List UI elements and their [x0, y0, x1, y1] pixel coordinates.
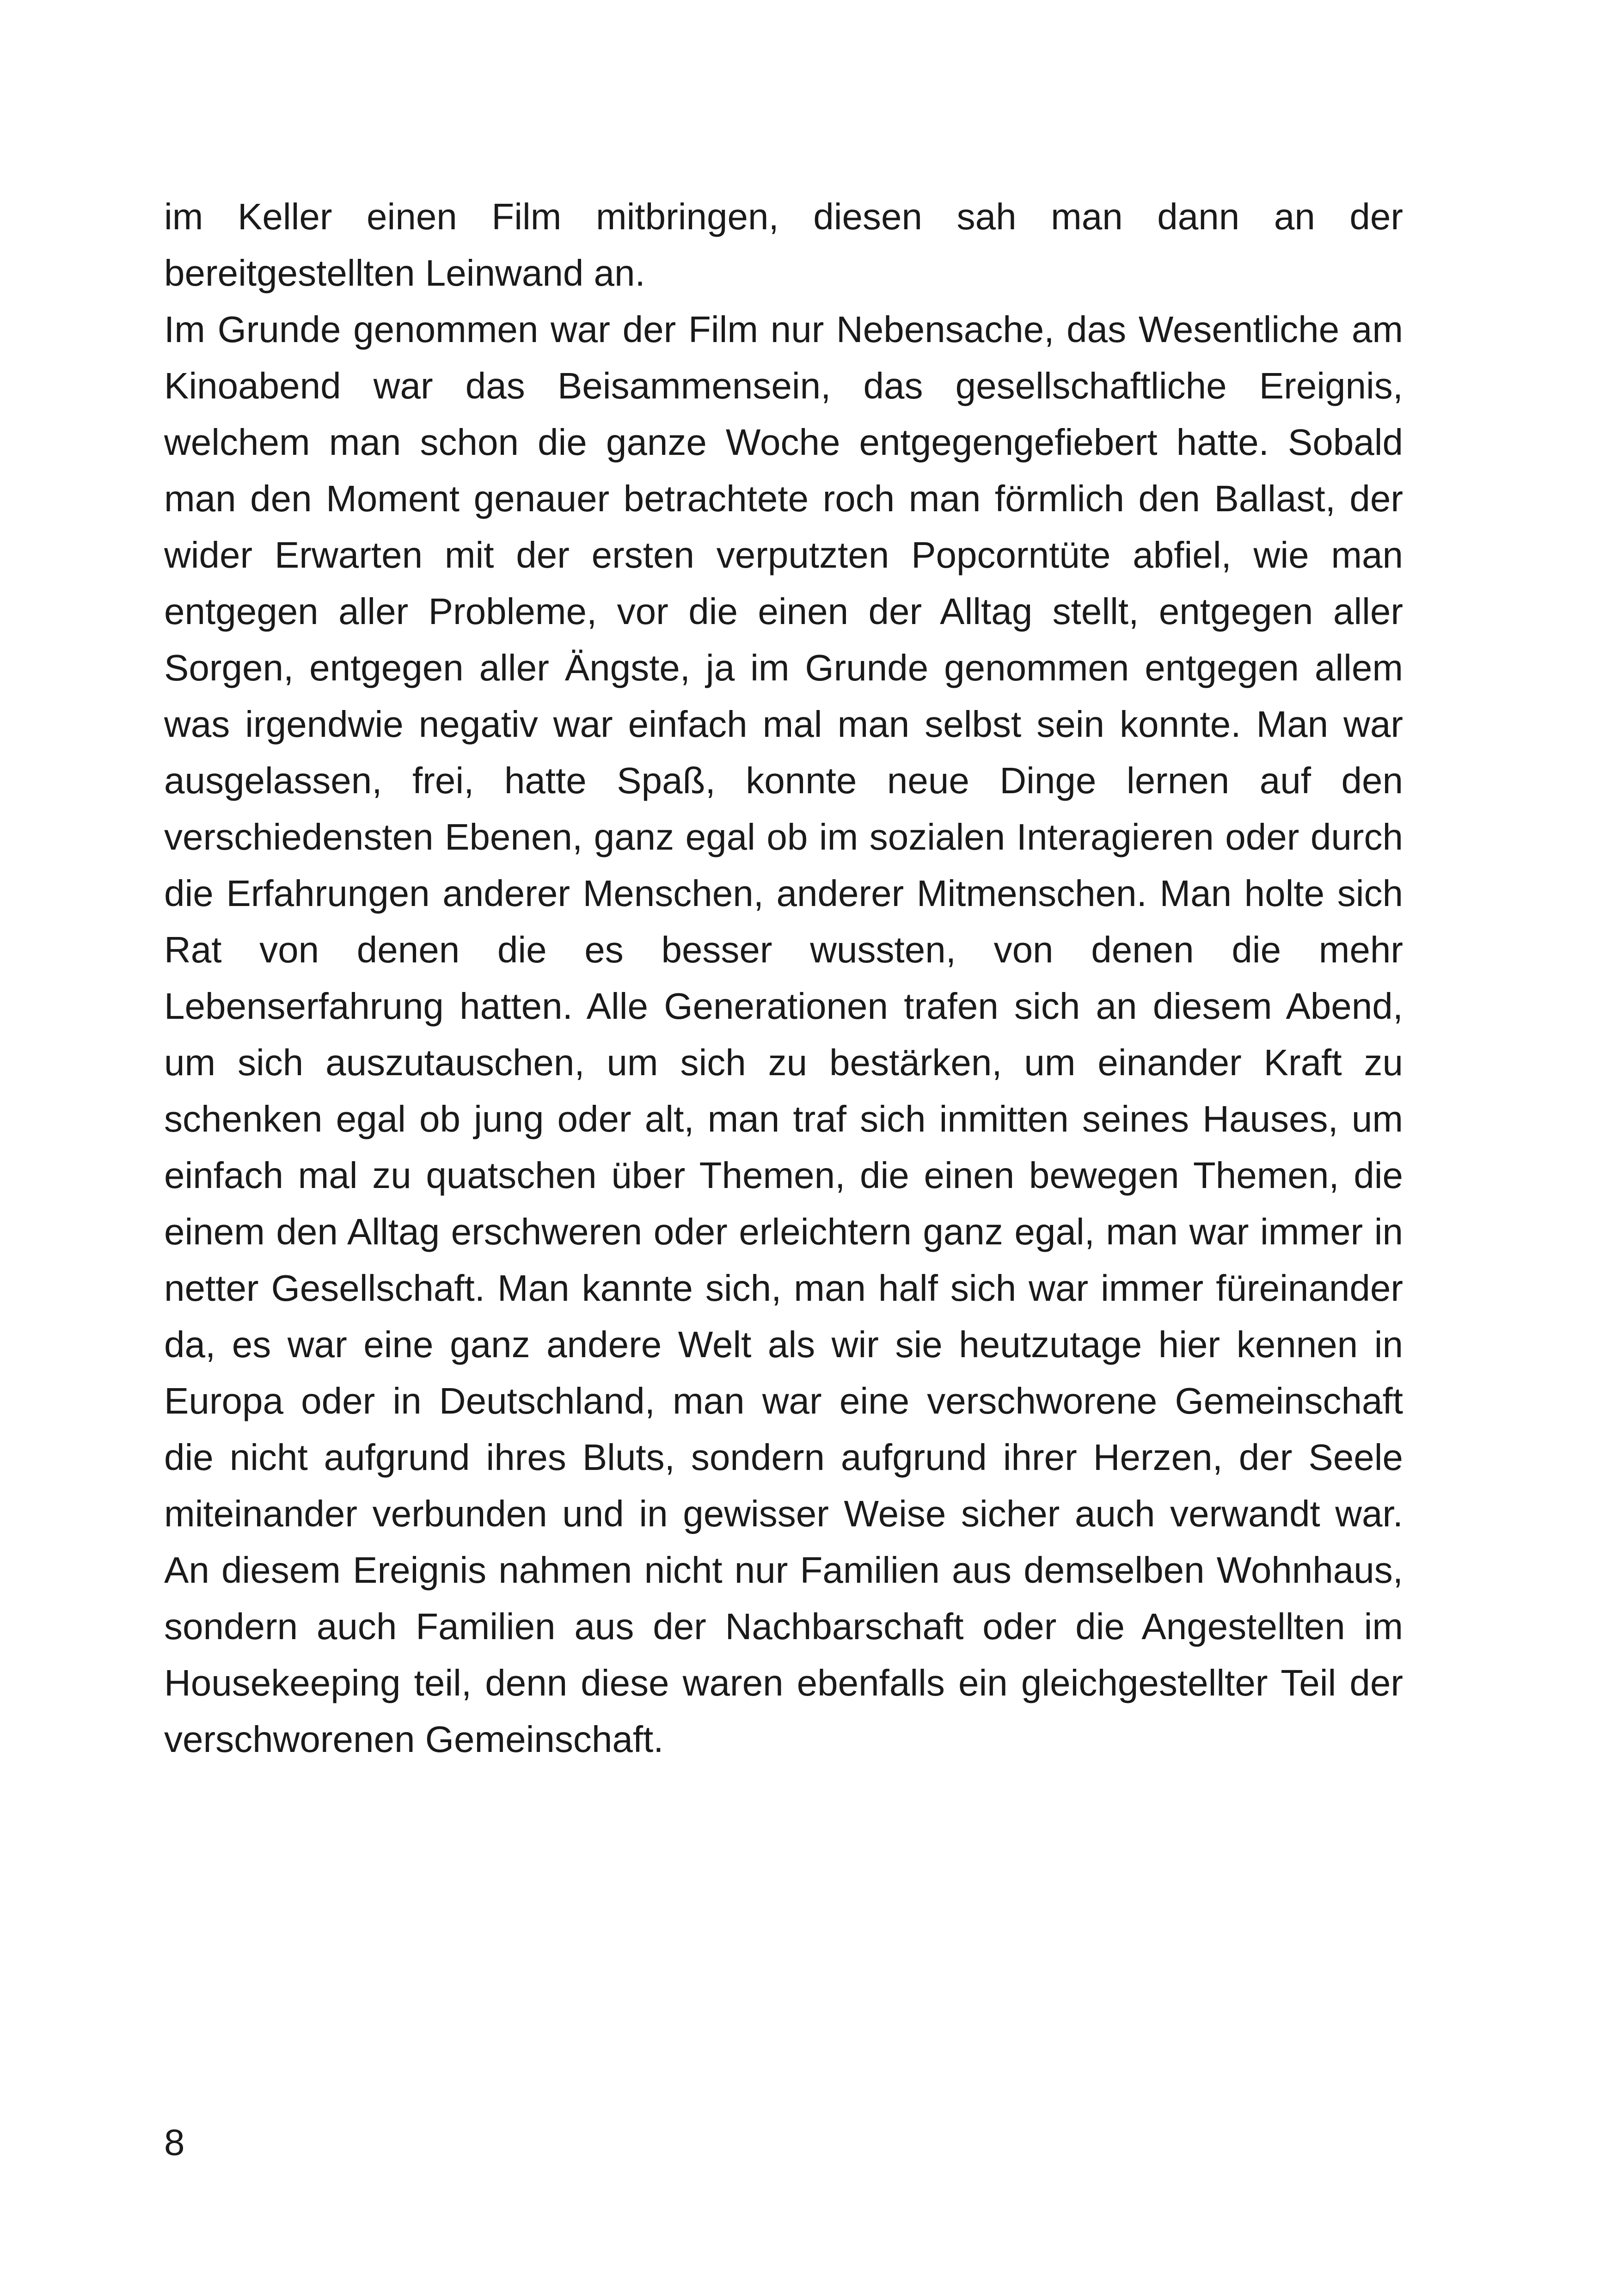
paragraph: im Keller einen Film mitbringen, diesen sah man dann an der bereitgestellten Leinwand an.: [164, 196, 1403, 294]
page-number: 8: [164, 2122, 185, 2163]
body-text: [164, 189, 1403, 1768]
paragraph: Im Grunde genommen war der Film nur Nebensache, das Wesentliche am Kinoabend war das Beisammensein, das gesellschaftliche Ereignis, welchem man schon die ganze Woche entgegengefiebert hatte. Sobald man den Moment genauer betrachtete roch man förmlich den Ballast, der wider Erwarten mit der ersten verputzten Popcorntüte abfiel, wie man entgegen aller Probleme, vor die einen der Alltag stellt, entgegen aller Sorgen, entgegen aller Ängste, ja im Grunde genommen entgegen allem was irgendwie negativ war einfach mal man selbst sein konnte. Man war ausgelassen, frei, hatte Spaß, konnte neue Dinge lernen auf den verschiedensten Ebenen, ganz egal ob im sozialen Interagieren oder durch die Erfahrungen anderer Menschen, anderer Mitmenschen. Man holte sich Rat von denen die es besser wussten, von denen die mehr Lebenserfahrung hatten. Alle Generationen trafen sich an diesem Abend, um sich auszutauschen, um sich zu bestärken, um einander Kraft zu schenken egal ob jung oder alt, man traf sich inmitten seines Hauses, um einfach mal zu quatschen über Themen, die einen bewegen Themen, die einem den Alltag erschweren oder erleichtern ganz egal, man war immer in netter Gesellschaft. Man kannte sich, man half sich war immer füreinander da, es war eine ganz andere Welt als wir sie heutzutage hier kennen in Europa oder in Deutschland, man war eine verschworene Gemeinschaft die nicht aufgrund ihres Bluts, sondern aufgrund ihrer Herzen, der Seele miteinander verbunden und in gewisser Weise sicher auch verwandt war. An diesem Ereignis nahmen nicht nur Familien aus demselben Wohnhaus, sondern auch Familien aus der Nachbarschaft oder die Angestellten im Housekeeping teil, denn diese waren ebenfalls ein gleichgestellter Teil der verschworenen Gemeinschaft.: [164, 309, 1403, 1760]
